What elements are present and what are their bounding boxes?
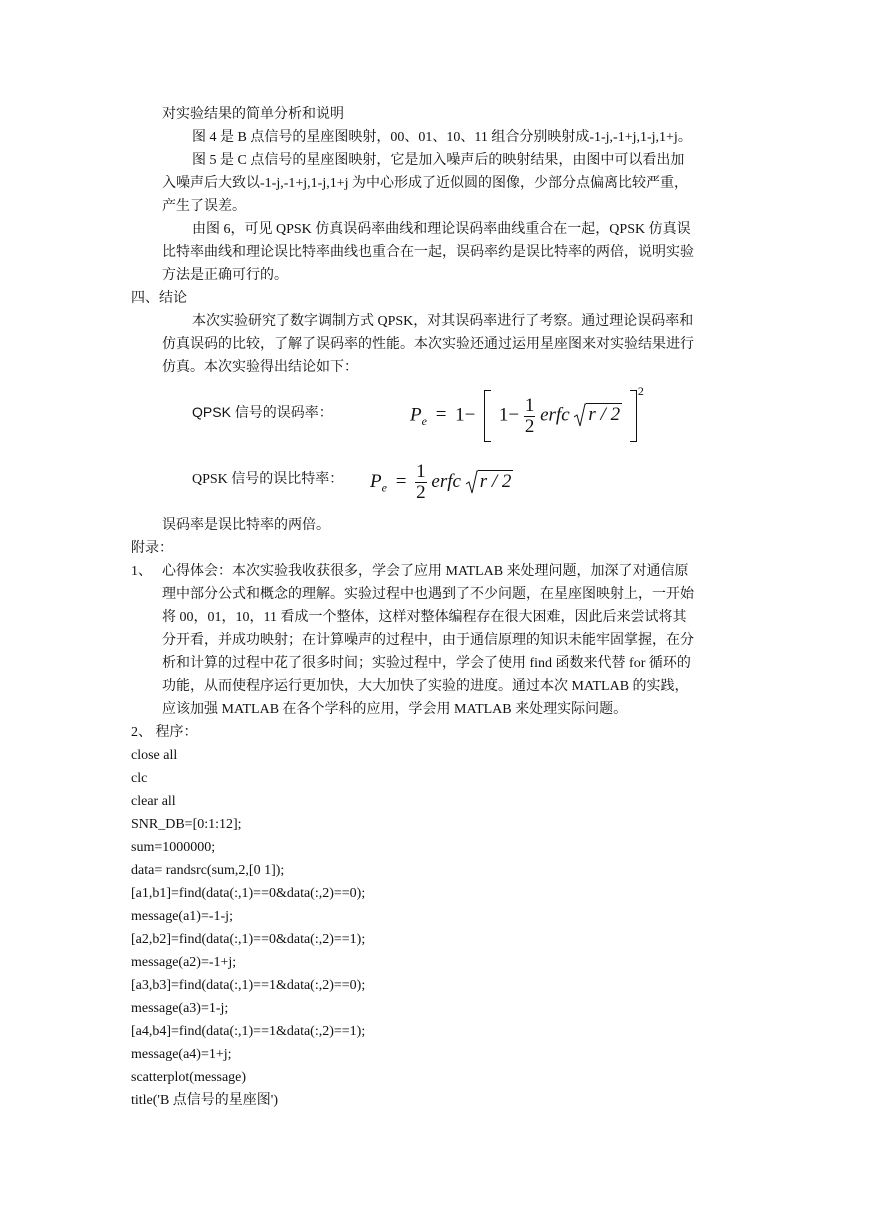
formula-P: P	[410, 404, 422, 426]
fraction-numerator: 1	[416, 461, 426, 482]
formula-P: P	[370, 470, 382, 492]
formula-equals: =	[435, 404, 447, 426]
code-line: [a3,b3]=find(data(:,1)==1&data(:,2)==0);	[131, 978, 366, 993]
analysis-fig5-line-1: 图 5 是 C 点信号的星座图映射，它是加入噪声后的映射结果，由图中可以看出加	[192, 153, 685, 168]
analysis-fig4-line: 图 4 是 B 点信号的星座图映射，00、01、10、11 组合分别映射成-1-j,-1+j,1-j,1+j。	[192, 130, 692, 145]
analysis-fig6-line-3: 方法是正确可行的。	[162, 268, 288, 283]
appendix-item1-line-6: 功能，从而使程序运行更加快，大大加快了实验的进度。通过本次 MATLAB 的实践，	[162, 679, 689, 694]
analysis-heading: 对实验结果的简单分析和说明	[162, 107, 344, 122]
code-line: message(a2)=-1+j;	[131, 955, 237, 970]
analysis-fig5-line-2: 入噪声后大致以-1-j,-1+j,1-j,1+j 为中心形成了近似圆的图像，少部分点偏离比较严重，	[162, 176, 688, 191]
analysis-fig6-line-1: 由图 6，可见 QPSK 仿真误码率曲线和理论误码率曲线重合在一起，QPSK 仿真误	[192, 222, 691, 237]
formula-one-inner: 1	[498, 404, 509, 426]
appendix-item1-line-5: 析和计算的过程中花了很多时间；实验过程中，学会了使用 find 函数来代替 for 循环的	[162, 656, 691, 671]
code-line: sum=1000000;	[131, 840, 216, 855]
right-bracket	[630, 390, 637, 442]
formula-subscript-e: e	[381, 480, 387, 495]
appendix-item1-line-7: 应该加强 MATLAB 在各个学科的应用，学会用 MATLAB 来处理实际问题。	[162, 702, 628, 717]
appendix-item1-number: 1、	[131, 564, 152, 579]
analysis-fig6-line-2: 比特率曲线和理论误比特率曲线也重合在一起，误码率约是误比特率的两倍，说明实验	[162, 245, 694, 260]
conclusion-line-3: 仿真。本次实验得出结论如下：	[162, 360, 358, 375]
formula-subscript-e: e	[421, 414, 427, 429]
code-line: message(a4)=1+j;	[131, 1047, 232, 1062]
appendix-item2: 2、 程序：	[131, 725, 198, 740]
conclusion-line-2: 仿真误码的比较，了解了误码率的性能。本次实验还通过运用星座图来对实验结果进行	[162, 337, 694, 352]
conclusion-line-1: 本次实验研究了数字调制方式 QPSK，对其误码率进行了考察。通过理论误码率和	[192, 314, 694, 329]
formula-one: 1	[455, 404, 465, 426]
formula-erfc: erfc	[540, 404, 570, 426]
code-line: close all	[131, 748, 178, 763]
code-line: message(a3)=1-j;	[131, 1001, 229, 1016]
appendix-item1-line-2: 理中部分公式和概念的理解。实验过程中也遇到了不少问题，在星座图映射上，一开始	[162, 587, 694, 602]
conclusion-note: 误码率是误比特率的两倍。	[162, 518, 330, 533]
left-bracket	[484, 390, 491, 442]
radicand: r / 2	[588, 404, 621, 426]
code-line: message(a1)=-1-j;	[131, 909, 233, 924]
code-line: clear all	[131, 794, 176, 809]
appendix-item1-line-4: 分开看，并成功映射；在计算噪声的过程中，由于通信原理的知识未能牢固掌握，在分	[162, 633, 694, 648]
square-root	[466, 470, 514, 493]
code-line: [a2,b2]=find(data(:,1)==0&data(:,2)==1);	[131, 932, 366, 947]
code-line: SNR_DB=[0:1:12];	[131, 817, 242, 832]
code-line: data= randsrc(sum,2,[0 1]);	[131, 863, 285, 878]
fraction-denominator: 2	[416, 482, 426, 503]
radical-sign-icon	[466, 470, 478, 494]
formula-minus-inner: −	[508, 404, 520, 426]
code-line: [a1,b1]=find(data(:,1)==0&data(:,2)==0);	[131, 886, 366, 901]
ber-formula-label: QPSK 信号的误比特率：	[192, 472, 344, 487]
code-line: clc	[131, 771, 148, 786]
analysis-fig5-line-3: 产生了误差。	[162, 199, 246, 214]
code-line: [a4,b4]=find(data(:,1)==1&data(:,2)==1);	[131, 1024, 366, 1039]
code-line: scatterplot(message)	[131, 1070, 247, 1085]
appendix-item1-line-1: 心得体会：本次实验我收获很多，学会了应用 MATLAB 来处理问题，加深了对通信原	[162, 564, 689, 579]
formula-equals: =	[395, 470, 407, 492]
code-line: title('B 点信号的星座图')	[131, 1093, 278, 1108]
ser-formula	[410, 384, 644, 442]
appendix-heading: 附录：	[131, 541, 173, 556]
formula-minus: −	[464, 404, 476, 426]
fraction-one-half	[524, 396, 536, 437]
radical-sign-icon	[574, 403, 586, 427]
fraction-one-half	[415, 462, 427, 503]
appendix-item1-line-3: 将 00，01，10，11 看成一个整体，这样对整体编程存在很大困难，因此后来尝试将其	[162, 610, 687, 625]
conclusion-heading: 四、结论	[131, 291, 187, 306]
ser-formula-label: QPSK 信号的误码率：	[192, 404, 333, 420]
fraction-denominator: 2	[524, 415, 535, 437]
radicand: r / 2	[479, 470, 512, 492]
square-root	[574, 403, 622, 426]
formula-erfc: erfc	[431, 470, 461, 492]
formula-exponent: 2	[637, 384, 644, 398]
ber-formula	[370, 462, 513, 503]
fraction-numerator: 1	[524, 394, 535, 416]
